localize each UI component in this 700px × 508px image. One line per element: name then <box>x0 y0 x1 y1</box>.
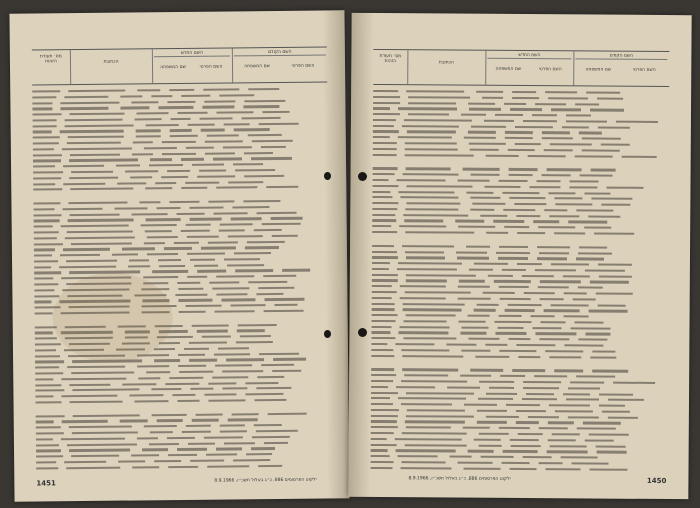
header-address: הכתובת <box>438 60 454 66</box>
header-prev-family: שם המשפחה <box>244 64 270 70</box>
right-page <box>348 13 691 499</box>
table-row <box>371 466 671 472</box>
binder-hole-bottom <box>358 328 367 337</box>
header-new-private: השם הפרטי <box>538 67 562 73</box>
binder-hole-left-bottom <box>324 330 331 338</box>
header-address: הכתובת <box>103 59 119 65</box>
page-footer: ילקוט הפרסומים 886, כ״ג באלול תשכ״ו, 8.9.1966 <box>408 476 511 482</box>
page-number: 1450 <box>646 476 667 486</box>
header-new-family: שם המשפחה <box>495 66 522 73</box>
header-new-name: השם החדש <box>487 53 571 60</box>
header-new-private: השם הפרטי <box>199 64 223 70</box>
table-row <box>36 463 331 470</box>
header-id: מס׳ תעודת הזהות <box>379 54 402 65</box>
left-page <box>9 10 349 501</box>
header-prev-name: השם הקודם <box>575 53 667 60</box>
header-prev-name: השם הקודם <box>234 49 326 56</box>
header-new-family: שם המשפחה <box>160 64 186 71</box>
header-new-name: השם החדש <box>154 50 230 57</box>
binder-hole-left-top <box>324 172 331 180</box>
table-header <box>32 46 327 85</box>
header-prev-private: השם הפרטי <box>632 67 656 73</box>
header-prev-family: שם המשפחה <box>585 67 612 73</box>
page-footer: ילקוט הפרסומים 886, כ״ג באלול תשכ״ו, 8.9.1966 <box>214 477 317 484</box>
header-id: מס׳ תעודת הזהות <box>40 54 62 65</box>
header-prev-private: השם הפרטי <box>291 63 315 69</box>
table-body <box>370 89 673 474</box>
page-number: 1451 <box>36 479 56 488</box>
binder-hole-top <box>358 172 367 181</box>
table-body <box>32 86 331 472</box>
table-header <box>373 49 669 87</box>
